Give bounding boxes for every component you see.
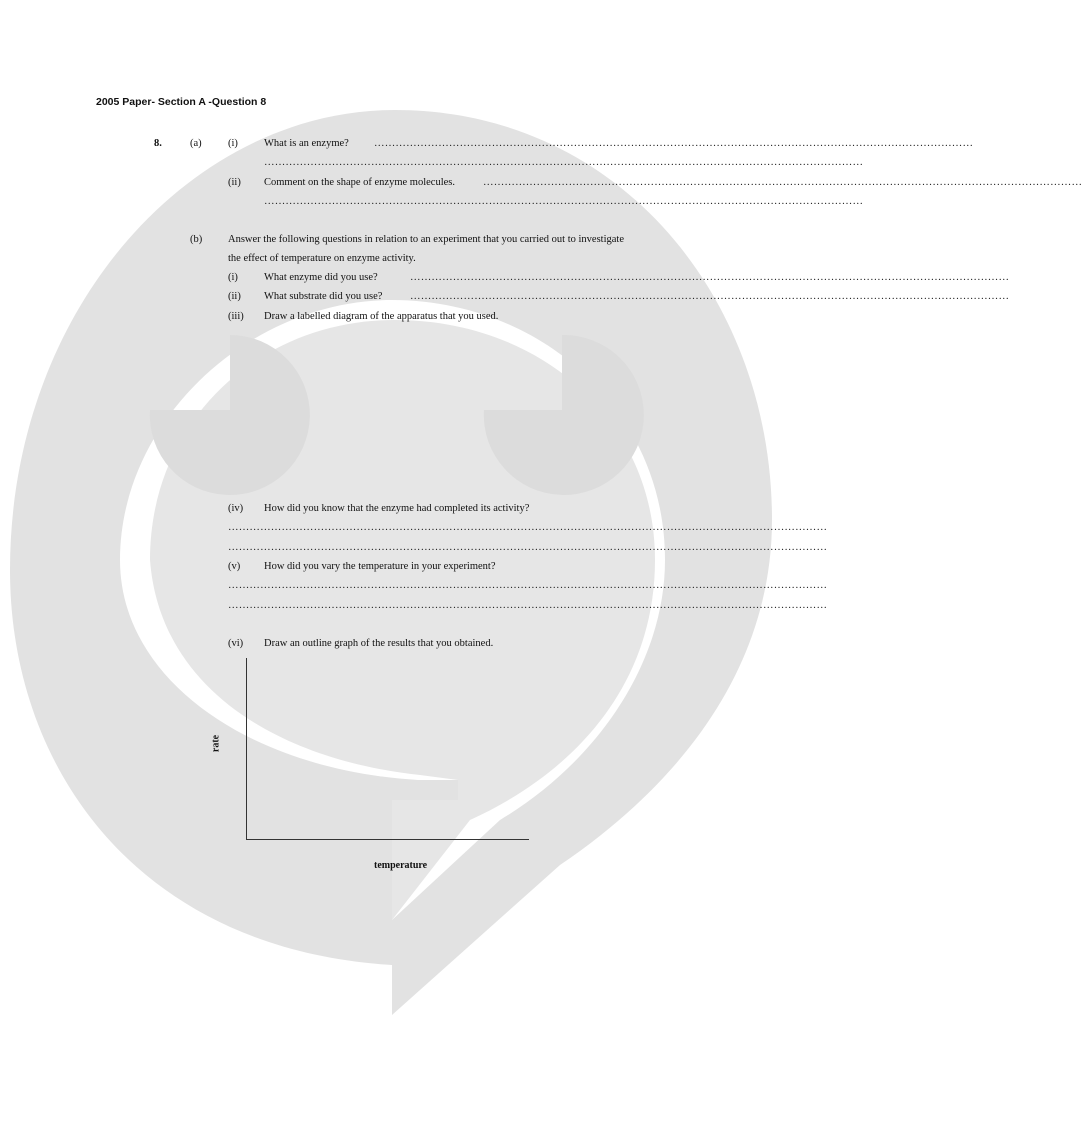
page-header: 2005 Paper- Section A -Question 8: [96, 96, 267, 108]
b-v-question: How did you vary the temperature in your experiment?: [264, 561, 496, 572]
answer-line[interactable]: ……………………………………………………………………………………………………………………………………………………: [483, 177, 1082, 188]
graph-y-label: rate: [210, 734, 222, 753]
part-b-label: (b): [190, 234, 203, 245]
b-iii-question: Draw a labelled diagram of the apparatus that you used.: [264, 311, 499, 322]
answer-line[interactable]: ……………………………………………………………………………………………………………………………………………………: [410, 272, 1010, 283]
a-ii-num: (ii): [228, 177, 241, 188]
answer-line[interactable]: ……………………………………………………………………………………………………………………………………………………: [374, 138, 974, 149]
answer-line[interactable]: ……………………………………………………………………………………………………………………………………………………: [410, 291, 1010, 302]
a-ii-question: Comment on the shape of enzyme molecules.: [264, 177, 455, 188]
b-iii-num: (iii): [228, 311, 244, 322]
graph-x-axis: [246, 839, 529, 840]
answer-line[interactable]: ……………………………………………………………………………………………………………………………………………………: [228, 522, 828, 533]
b-iv-num: (iv): [228, 503, 244, 514]
answer-line[interactable]: ……………………………………………………………………………………………………………………………………………………: [264, 196, 864, 207]
question-number: 8.: [154, 138, 162, 149]
part-a-label: (a): [190, 138, 202, 149]
graph-y-axis: [246, 658, 247, 840]
b-v-num: (v): [228, 561, 241, 572]
b-intro-line1: Answer the following questions in relation to an experiment that you carried out to investigate: [228, 234, 624, 245]
answer-line[interactable]: ……………………………………………………………………………………………………………………………………………………: [264, 157, 864, 168]
graph-x-label: temperature: [374, 860, 428, 871]
answer-line[interactable]: ……………………………………………………………………………………………………………………………………………………: [228, 542, 828, 553]
answer-line[interactable]: ……………………………………………………………………………………………………………………………………………………: [228, 580, 828, 591]
b-ii-question: What substrate did you use?: [264, 291, 383, 302]
b-intro-line2: the effect of temperature on enzyme activity.: [228, 253, 416, 264]
b-iv-question: How did you know that the enzyme had completed its activity?: [264, 503, 530, 514]
b-vi-num: (vi): [228, 638, 244, 649]
a-i-question: What is an enzyme?: [264, 138, 349, 149]
answer-line[interactable]: ……………………………………………………………………………………………………………………………………………………: [228, 600, 828, 611]
b-i-question: What enzyme did you use?: [264, 272, 378, 283]
a-i-num: (i): [228, 138, 238, 149]
b-ii-num: (ii): [228, 291, 241, 302]
b-i-num: (i): [228, 272, 238, 283]
b-vi-question: Draw an outline graph of the results that you obtained.: [264, 638, 494, 649]
